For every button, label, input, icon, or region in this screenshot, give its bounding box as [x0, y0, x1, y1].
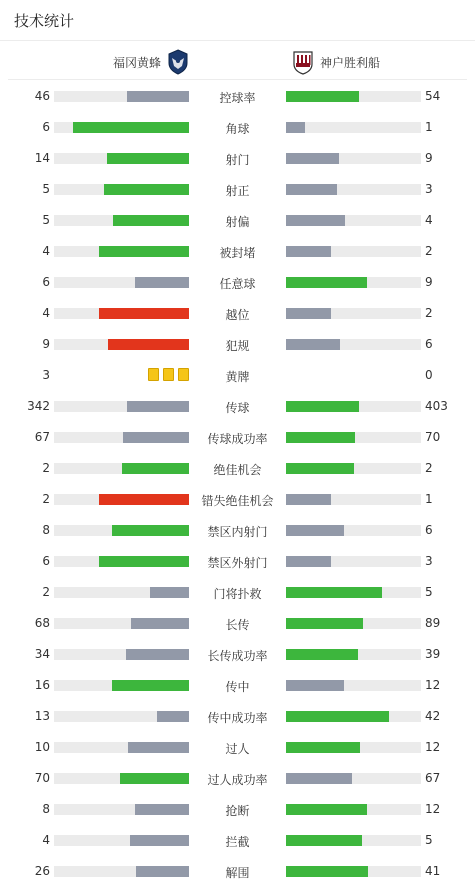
away-stat-value: 9	[425, 275, 433, 289]
stat-row	[0, 298, 475, 329]
home-stat-value: 10	[34, 740, 50, 754]
away-stat-value: 4	[425, 213, 433, 227]
away-stat-value: 1	[425, 492, 433, 506]
home-stat-bar	[54, 618, 189, 629]
away-stat-value: 2	[425, 306, 433, 320]
stat-label: 拦截	[225, 835, 250, 849]
away-stat-value: 12	[425, 740, 441, 754]
away-stat-value: 2	[425, 461, 433, 475]
home-stat-bar	[54, 525, 189, 536]
stat-row	[0, 422, 475, 453]
away-stat-value: 1	[425, 120, 433, 134]
away-stat-bar	[286, 773, 421, 784]
stat-label: 长传	[225, 618, 250, 632]
home-stat-value: 2	[42, 585, 50, 599]
home-stat-value: 4	[42, 244, 50, 258]
stat-label: 射偏	[225, 215, 250, 229]
stat-label: 传中	[225, 680, 250, 694]
away-stat-bar-fill	[286, 432, 355, 443]
away-stat-bar-fill	[286, 773, 352, 784]
home-stat-bar	[54, 494, 189, 505]
away-stat-bar-fill	[286, 494, 331, 505]
stat-label: 抢断	[225, 804, 250, 818]
home-stat-bar-fill	[122, 463, 190, 474]
home-stat-value: 6	[42, 275, 50, 289]
away-stat-bar-fill	[286, 618, 363, 629]
away-stat-bar	[286, 277, 421, 288]
home-stat-bar	[54, 773, 189, 784]
home-stat-value: 13	[34, 709, 50, 723]
away-team-name: 神户胜利船	[320, 56, 381, 70]
home-stat-bar-fill	[123, 432, 189, 443]
away-stat-bar	[286, 308, 421, 319]
home-stat-bar	[54, 587, 189, 598]
home-stat-value: 6	[42, 120, 50, 134]
home-stat-bar	[54, 308, 189, 319]
home-stat-value: 8	[42, 523, 50, 537]
home-stat-bar-fill	[126, 649, 189, 660]
home-stat-value: 9	[42, 337, 50, 351]
home-stat-bar-fill	[99, 494, 189, 505]
stat-label: 传中成功率	[207, 711, 268, 725]
home-stat-value: 2	[42, 492, 50, 506]
home-stat-bar	[54, 91, 189, 102]
stat-label: 长传成功率	[207, 649, 268, 663]
home-stat-bar	[54, 680, 189, 691]
stat-row	[0, 391, 475, 422]
home-stat-bar	[54, 401, 189, 412]
away-stat-bar-fill	[286, 866, 368, 877]
home-stat-bar-fill	[104, 184, 189, 195]
stat-row	[0, 825, 475, 856]
away-stat-value: 2	[425, 244, 433, 258]
away-stat-bar	[286, 184, 421, 195]
home-stat-bar-fill	[136, 866, 189, 877]
away-stat-value: 0	[425, 368, 433, 382]
away-stat-bar	[286, 122, 421, 133]
away-stat-value: 9	[425, 151, 433, 165]
home-stat-bar-fill	[73, 122, 189, 133]
away-stat-bar-fill	[286, 742, 360, 753]
stat-row	[0, 484, 475, 515]
away-stat-bar	[286, 153, 421, 164]
home-stat-bar	[54, 122, 189, 133]
away-stat-bar	[286, 401, 421, 412]
home-team-crest-icon	[167, 49, 189, 75]
home-stat-value: 34	[34, 647, 50, 661]
stat-label: 越位	[225, 308, 250, 322]
stat-row	[0, 639, 475, 670]
home-stat-bar-fill	[99, 556, 189, 567]
away-stat-bar-fill	[286, 556, 331, 567]
home-stat-bar	[54, 556, 189, 567]
away-stat-bar	[286, 215, 421, 226]
home-stat-bar-fill	[127, 91, 189, 102]
away-stat-bar	[286, 91, 421, 102]
home-stat-bar	[54, 432, 189, 443]
stat-label: 错失绝佳机会	[201, 494, 274, 508]
stat-row	[0, 856, 475, 887]
away-stat-bar-fill	[286, 122, 305, 133]
home-stat-bar-fill	[131, 618, 189, 629]
stat-row	[0, 794, 475, 825]
away-stat-bar	[286, 804, 421, 815]
home-stat-bar	[54, 184, 189, 195]
home-stat-bar-fill	[108, 339, 189, 350]
away-stat-bar-fill	[286, 649, 358, 660]
stat-label: 传球成功率	[207, 432, 268, 446]
stat-row	[0, 515, 475, 546]
away-stat-bar	[286, 432, 421, 443]
home-stat-bar-fill	[127, 401, 189, 412]
away-stat-bar-fill	[286, 339, 340, 350]
away-stat-bar	[286, 680, 421, 691]
yellow-card-icon	[163, 368, 174, 381]
home-stat-value: 5	[42, 213, 50, 227]
home-stat-bar-fill	[135, 277, 189, 288]
home-stat-bar	[54, 246, 189, 257]
home-stat-value: 5	[42, 182, 50, 196]
home-stat-value: 70	[34, 771, 50, 785]
yellow-card-icon	[178, 368, 189, 381]
away-stat-bar	[286, 246, 421, 257]
away-stat-bar-fill	[286, 215, 345, 226]
away-team-crest-icon	[292, 49, 314, 75]
stat-row	[0, 763, 475, 794]
yellow-card-icon	[148, 368, 159, 381]
stat-label: 射正	[225, 184, 250, 198]
away-stat-value: 54	[425, 89, 441, 103]
home-stat-value: 8	[42, 802, 50, 816]
away-stat-bar	[286, 711, 421, 722]
page-title: 技术统计	[14, 12, 75, 30]
stat-label: 门将扑救	[213, 587, 262, 601]
stat-label: 过人	[225, 742, 250, 756]
away-stat-value: 67	[425, 771, 441, 785]
away-stat-value: 3	[425, 554, 433, 568]
home-stat-bar	[54, 463, 189, 474]
teams-row	[0, 41, 475, 81]
stat-label: 犯规	[225, 339, 250, 353]
away-stat-bar-fill	[286, 804, 367, 815]
home-stat-bar	[54, 649, 189, 660]
away-stat-bar-fill	[286, 587, 382, 598]
home-stat-value: 4	[42, 306, 50, 320]
stat-label: 禁区内射门	[207, 525, 268, 539]
stat-row	[0, 732, 475, 763]
stat-label: 射门	[225, 153, 250, 167]
home-stat-bar-fill	[107, 153, 189, 164]
stat-row	[0, 608, 475, 639]
home-stat-value: 3	[42, 368, 50, 382]
away-stat-value: 70	[425, 430, 441, 444]
away-stat-value: 6	[425, 523, 433, 537]
away-stat-value: 5	[425, 585, 433, 599]
stat-row	[0, 174, 475, 205]
home-stat-bar-fill	[99, 246, 189, 257]
home-stat-value: 14	[34, 151, 50, 165]
home-stat-value: 46	[34, 89, 50, 103]
home-stat-bar	[54, 835, 189, 846]
home-stat-value: 4	[42, 833, 50, 847]
away-stat-value: 403	[425, 399, 448, 413]
away-stat-bar	[286, 494, 421, 505]
stat-row	[0, 577, 475, 608]
stat-label: 控球率	[219, 91, 256, 105]
away-stat-bar	[286, 556, 421, 567]
away-stat-bar-fill	[286, 184, 337, 195]
home-stat-bar-fill	[112, 525, 189, 536]
home-stat-bar-fill	[130, 835, 189, 846]
stat-row	[0, 670, 475, 701]
stat-row	[0, 205, 475, 236]
yellow-cards	[144, 368, 189, 381]
home-stat-bar	[54, 711, 189, 722]
away-stat-value: 3	[425, 182, 433, 196]
away-stat-bar-fill	[286, 308, 331, 319]
away-stat-value: 39	[425, 647, 441, 661]
stat-row	[0, 701, 475, 732]
stat-row	[0, 143, 475, 174]
page-header	[0, 0, 475, 41]
home-stat-bar-fill	[99, 308, 189, 319]
away-stat-bar-fill	[286, 91, 359, 102]
home-stat-value: 6	[42, 554, 50, 568]
home-stat-bar-fill	[120, 773, 189, 784]
away-stat-bar	[286, 835, 421, 846]
away-stat-value: 5	[425, 833, 433, 847]
away-stat-bar	[286, 618, 421, 629]
home-stat-bar-fill	[150, 587, 189, 598]
away-stat-bar-fill	[286, 711, 389, 722]
stat-label: 绝佳机会	[213, 463, 262, 477]
away-stat-bar	[286, 525, 421, 536]
stat-row	[0, 329, 475, 360]
away-stat-bar-fill	[286, 277, 367, 288]
away-stat-bar	[286, 649, 421, 660]
away-stat-bar	[286, 742, 421, 753]
stat-row	[0, 453, 475, 484]
away-stat-bar-fill	[286, 153, 339, 164]
stat-label: 角球	[225, 122, 250, 136]
stat-label: 解围	[225, 866, 250, 880]
away-stat-bar-fill	[286, 463, 354, 474]
stat-label: 任意球	[219, 277, 256, 291]
away-stat-bar	[286, 866, 421, 877]
stats-list	[0, 81, 475, 887]
away-stat-value: 6	[425, 337, 433, 351]
stat-row	[0, 81, 475, 112]
home-stat-bar	[54, 866, 189, 877]
stat-label: 传球	[225, 401, 250, 415]
home-stat-value: 68	[34, 616, 50, 630]
stat-label: 禁区外射门	[207, 556, 268, 570]
home-stat-bar	[54, 215, 189, 226]
home-stat-value: 342	[27, 399, 50, 413]
home-stat-value: 67	[34, 430, 50, 444]
home-stat-value: 2	[42, 461, 50, 475]
home-stat-bar	[54, 339, 189, 350]
home-stat-value: 16	[34, 678, 50, 692]
away-stat-bar-fill	[286, 525, 344, 536]
home-stat-bar	[54, 153, 189, 164]
home-stat-bar-fill	[135, 804, 189, 815]
home-stat-bar-fill	[112, 680, 189, 691]
home-stat-bar	[54, 804, 189, 815]
home-stat-bar-fill	[113, 215, 189, 226]
away-stat-value: 89	[425, 616, 441, 630]
home-team-name: 福冈黄蜂	[112, 56, 161, 70]
home-stat-bar-fill	[128, 742, 189, 753]
stat-row	[0, 112, 475, 143]
away-stat-bar-fill	[286, 835, 362, 846]
away-stat-bar-fill	[286, 246, 331, 257]
away-stat-bar-fill	[286, 680, 344, 691]
stat-label: 黄牌	[225, 370, 250, 384]
stat-row	[0, 236, 475, 267]
away-stat-bar	[286, 463, 421, 474]
stat-row	[0, 360, 475, 391]
away-stat-bar	[286, 339, 421, 350]
stat-label: 过人成功率	[207, 773, 268, 787]
stat-row	[0, 546, 475, 577]
away-stat-value: 42	[425, 709, 441, 723]
away-stat-value: 41	[425, 864, 441, 878]
stat-label: 被封堵	[219, 246, 256, 260]
stat-row	[0, 267, 475, 298]
home-stat-bar	[54, 742, 189, 753]
away-stat-bar	[286, 587, 421, 598]
home-stat-value: 26	[34, 864, 50, 878]
away-stat-value: 12	[425, 678, 441, 692]
divider	[8, 79, 467, 80]
home-stat-bar	[54, 277, 189, 288]
away-stat-value: 12	[425, 802, 441, 816]
home-stat-bar-fill	[157, 711, 189, 722]
away-stat-bar-fill	[286, 401, 359, 412]
